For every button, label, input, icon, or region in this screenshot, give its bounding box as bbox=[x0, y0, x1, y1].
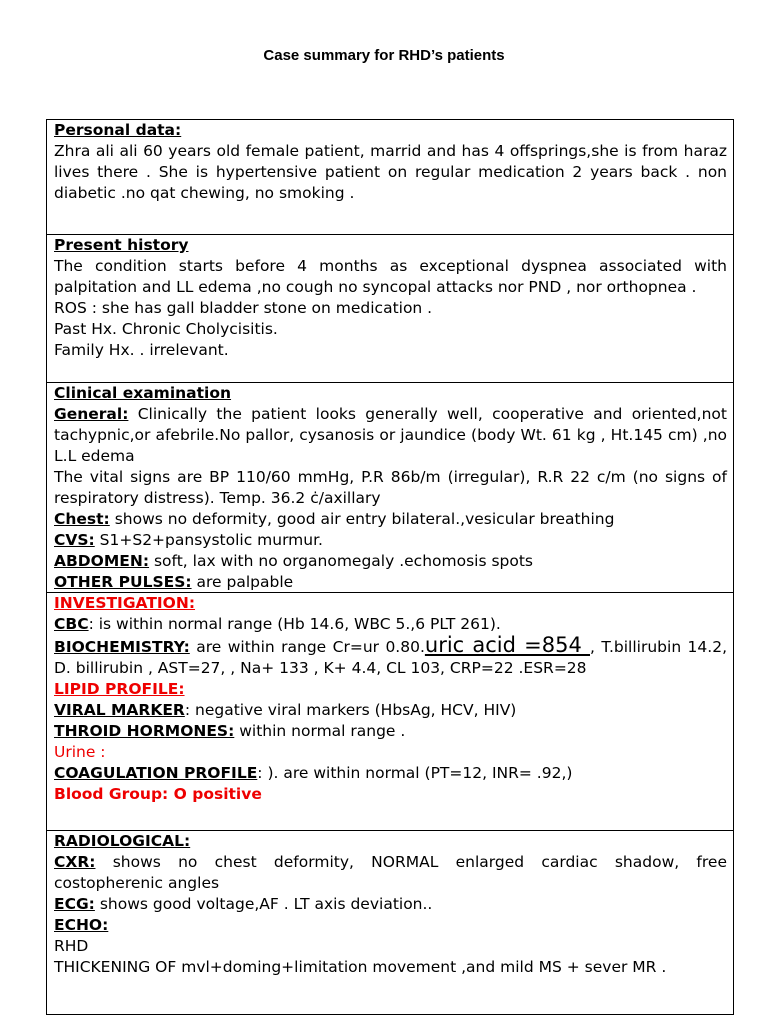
general-exam-text bbox=[54, 404, 727, 467]
abdomen-text: soft, lax with no organomegaly .echomosis spots bbox=[149, 552, 534, 570]
biochemistry-text-2: , T.billirubin 14.2, D. billirubin , AST=27, , Na+ 133 , K+ 4.4, CL 103, CRP=22 .ESR=28 bbox=[54, 638, 727, 677]
cbc-label: CBC bbox=[54, 615, 89, 633]
clinical-examination-section bbox=[47, 382, 733, 592]
cvs-label: CVS: bbox=[54, 531, 95, 549]
pulses-exam bbox=[54, 572, 727, 592]
general-text: Clinically the patient looks generally well, cooperative and oriented,not tachypnic,or afebrile.No pallor, cysanosis or jaundice (body Wt. 61 kg , Ht.145 cm) ,no L.L edema bbox=[54, 405, 727, 465]
investigation-section bbox=[47, 592, 733, 830]
lipid-profile-label: LIPID PROFILE: bbox=[54, 680, 185, 698]
chest-text: shows no deformity, good air entry bilateral.,vesicular breathing bbox=[109, 510, 615, 528]
present-history-section bbox=[47, 234, 733, 382]
coagulation-label: COAGULATION PROFILE bbox=[54, 764, 258, 782]
blood-group: Blood Group: O positive bbox=[54, 785, 262, 803]
viral-marker-line bbox=[54, 700, 727, 721]
case-summary-table bbox=[46, 119, 734, 1015]
thyroid-text: within normal range . bbox=[234, 722, 406, 740]
cbc-text: : is within normal range (Hb 14.6, WBC 5.,6 PLT 261). bbox=[88, 615, 501, 633]
past-history-text: Past Hx. Chronic Cholycisitis. bbox=[54, 320, 278, 338]
family-history-text: Family Hx. . irrelevant. bbox=[54, 341, 229, 359]
ros-text: ROS : she has gall bladder stone on medication . bbox=[54, 299, 433, 317]
cvs-exam bbox=[54, 530, 727, 551]
coagulation-line bbox=[54, 763, 727, 784]
coagulation-text: : ). are within normal (PT=12, INR= .92,) bbox=[257, 764, 573, 782]
document-title: Case summary for RHD’s patients bbox=[263, 47, 505, 64]
chest-label: Chest: bbox=[54, 510, 110, 528]
rhd-text: RHD bbox=[54, 937, 89, 955]
clinical-examination-heading: Clinical examination bbox=[54, 384, 232, 402]
ecg-label: ECG: bbox=[54, 895, 95, 913]
present-history-heading: Present history bbox=[54, 236, 189, 254]
pulses-label: OTHER PULSES: bbox=[54, 573, 192, 591]
investigation-heading: INVESTIGATION: bbox=[54, 594, 196, 612]
viral-marker-label: VIRAL MARKER bbox=[54, 701, 185, 719]
thyroid-label: THROID HORMONES: bbox=[54, 722, 235, 740]
ecg-line bbox=[54, 894, 727, 915]
biochemistry-line bbox=[54, 635, 727, 679]
viral-marker-text: : negative viral markers (HbsAg, HCV, HIV) bbox=[184, 701, 517, 719]
abdomen-label: ABDOMEN: bbox=[54, 552, 150, 570]
cvs-text: S1+S2+pansystolic murmur. bbox=[94, 531, 323, 549]
biochemistry-label: BIOCHEMISTRY: bbox=[54, 638, 190, 656]
personal-data-text: Zhra ali ali 60 years old female patient, marrid and has 4 offsprings,she is from haraz lives there . She is hypertensive patient on regular medication 2 years back . non diabetic .no qat chewing, no smoking . bbox=[54, 142, 727, 202]
thyroid-line bbox=[54, 721, 727, 742]
uric-acid-value: uric acid =854 bbox=[424, 633, 590, 657]
radiological-heading: RADIOLOGICAL: bbox=[54, 832, 191, 850]
personal-data-section bbox=[47, 120, 733, 234]
ecg-text: shows good voltage,AF . LT axis deviation.. bbox=[94, 895, 433, 913]
cbc-line bbox=[54, 614, 727, 635]
biochemistry-text: are within range Cr=ur 0.80. bbox=[189, 638, 425, 656]
personal-data-heading: Personal data: bbox=[54, 121, 182, 139]
general-label: General: bbox=[54, 405, 129, 423]
cxr-line bbox=[54, 852, 727, 894]
present-history-text: The condition starts before 4 months as exceptional dyspnea associated with palpitation and LL edema ,no cough no syncopal attacks nor PND , nor orthopnea . bbox=[54, 257, 727, 296]
radiological-section bbox=[47, 830, 733, 1014]
echo-text: THICKENING OF mvl+doming+limitation movement ,and mild MS + sever MR . bbox=[54, 958, 667, 976]
pulses-text: are palpable bbox=[191, 573, 294, 591]
vital-signs-text: The vital signs are BP 110/60 mmHg, P.R 86b/m (irregular), R.R 22 c/m (no signs of respiratory distress). Temp. 36.2 ċ/axillary bbox=[54, 468, 727, 507]
echo-label: ECHO: bbox=[54, 916, 109, 934]
cxr-label: CXR: bbox=[54, 853, 96, 871]
urine-label: Urine : bbox=[54, 743, 106, 761]
abdomen-exam bbox=[54, 551, 727, 572]
cxr-text: shows no chest deformity, NORMAL enlarged cardiac shadow, free costopherenic angles bbox=[54, 853, 727, 892]
chest-exam bbox=[54, 509, 727, 530]
